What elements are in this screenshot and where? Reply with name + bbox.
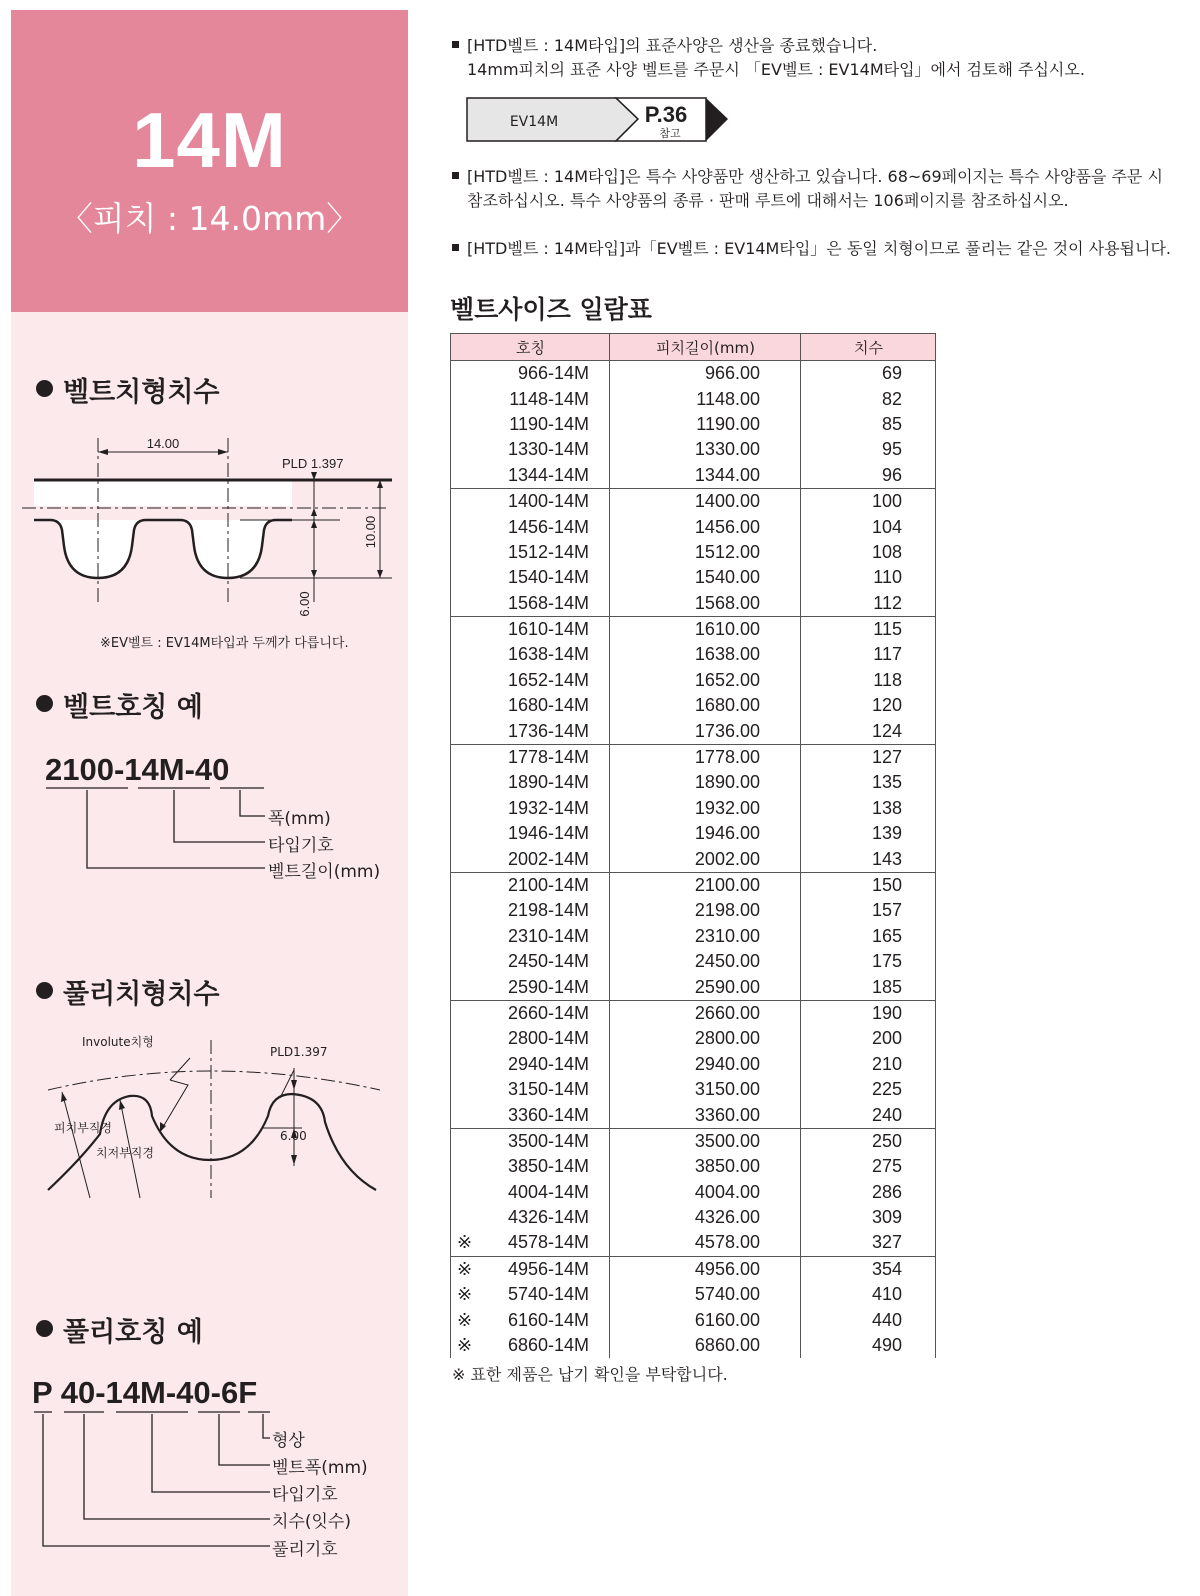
pulley-code-symbol-label: 풀리기호 [272,1540,338,1560]
row-pitch-length: 2100.00 [610,872,801,898]
designation-text: 4578-14M [507,1232,589,1253]
bullet-icon [36,982,53,999]
table-row [451,718,936,744]
designation-text: 2590-14M [507,976,589,997]
row-teeth: 108 [801,540,936,565]
reference-page[interactable]: P.36 [644,102,688,127]
designation-text: 2198-14M [507,900,589,921]
row-designation [451,872,610,898]
designation-text: 6160-14M [507,1309,589,1330]
row-pitch-length: 1680.00 [610,693,801,718]
row-pitch-length: 1344.00 [610,463,801,489]
reference-word: 참고 [659,127,681,140]
table-row [451,1282,936,1307]
row-designation [451,1102,610,1128]
belt-tooth-label: 6.00 [297,591,312,617]
table-row [451,642,936,667]
table-row [451,1256,936,1282]
column-header: 피치길이(mm) [610,334,801,361]
row-designation [451,514,610,539]
root-diameter-label: 치저부직경 [96,1146,154,1160]
row-designation [451,386,610,411]
row-designation [451,1052,610,1077]
row-designation [451,1026,610,1051]
belt-code-example: 2100-14M-40 [45,752,230,787]
row-pitch-length: 1330.00 [610,437,801,462]
table-row [451,463,936,489]
row-pitch-length: 3360.00 [610,1102,801,1128]
table-row [451,693,936,718]
table-row [451,770,936,795]
designation-text: 1148-14M [509,388,589,409]
pulley-code-type-label: 타입기호 [272,1485,338,1505]
row-teeth: 115 [801,616,936,642]
reference-tag [466,97,736,143]
note-3: [HTD벨트 : 14M타입]과「EV벨트 : EV14M타입」은 동일 치형이므로 풀리는 같은 것이 사용됩니다. [452,237,1171,261]
table-row [451,1205,936,1230]
note-2: [HTD벨트 : 14M타입]은 특수 사양품만 생산하고 있습니다. 68~69페이지는 특수 사양품을 주문 시 참조하십시오. 특수 사양품의 종류 · 판매 루트에 대해서는 106페이지를 참조하십시오. [452,165,1163,213]
row-designation [451,718,610,744]
row-teeth: 69 [801,361,936,387]
row-pitch-length: 2940.00 [610,1052,801,1077]
table-row [451,668,936,693]
row-pitch-length: 1148.00 [610,386,801,411]
pulley-depth-label: 6.00 [280,1129,307,1143]
designation-text: 1778-14M [507,747,589,768]
row-pitch-length: 4578.00 [610,1230,801,1256]
row-designation [451,796,610,821]
row-teeth: 354 [801,1256,936,1282]
note-1: [HTD벨트 : 14M타입]의 표준사양은 생산을 종료했습니다. 14mm피치의 표준 사양 벨트를 주문시 「EV벨트 : EV14M타입」에서 검토해 주십시오. [452,34,1085,82]
row-pitch-length: 6160.00 [610,1307,801,1332]
involute-label: Involute치형 [82,1035,154,1049]
table-row [451,386,936,411]
row-teeth: 96 [801,463,936,489]
belt-thickness-note: ※EV벨트 : EV14M타입과 두께가 다릅니다. [100,636,349,651]
row-teeth: 240 [801,1102,936,1128]
row-teeth: 440 [801,1307,936,1332]
row-pitch-length: 6860.00 [610,1333,801,1358]
row-teeth: 117 [801,642,936,667]
row-designation [451,1282,610,1307]
pulley-tooth-diagram [40,1030,390,1200]
table-row [451,1307,936,1332]
column-header: 치수 [801,334,936,361]
row-designation [451,821,610,846]
table-row [451,821,936,846]
row-pitch-length: 3850.00 [610,1154,801,1179]
designation-text: 2940-14M [507,1053,589,1074]
row-pitch-length: 1652.00 [610,668,801,693]
table-row [451,898,936,923]
row-designation [451,642,610,667]
row-designation [451,1205,610,1230]
row-pitch-length: 3150.00 [610,1077,801,1102]
table-row [451,846,936,872]
bullet-icon [452,172,459,179]
designation-text: 4956-14M [507,1258,589,1279]
row-teeth: 135 [801,770,936,795]
row-teeth: 143 [801,846,936,872]
row-pitch-length: 3500.00 [610,1128,801,1154]
row-designation [451,1180,610,1205]
row-designation [451,1154,610,1179]
row-pitch-length: 1638.00 [610,642,801,667]
designation-text: 1680-14M [507,695,589,716]
bullet-icon [36,1320,53,1337]
belt-size-table [450,333,936,1358]
designation-text: 966-14M [517,363,589,384]
table-row [451,1333,936,1358]
designation-text: 1540-14M [507,567,589,588]
designation-text: 1946-14M [507,823,589,844]
table-row [451,565,936,590]
row-designation [451,846,610,872]
belt-code-width-label: 폭(mm) [268,809,331,829]
belt-tooth-heading: 벨트치형치수 [36,370,220,409]
table-row [451,1052,936,1077]
row-pitch-length: 2310.00 [610,924,801,949]
row-designation [451,1307,610,1332]
bullet-icon [452,41,459,48]
designation-text: 3360-14M [507,1104,589,1125]
designation-text: 4004-14M [507,1181,589,1202]
row-teeth: 85 [801,412,936,437]
row-teeth: 157 [801,898,936,923]
row-teeth: 110 [801,565,936,590]
row-teeth: 225 [801,1077,936,1102]
row-teeth: 82 [801,386,936,411]
row-pitch-length: 5740.00 [610,1282,801,1307]
row-designation [451,437,610,462]
row-teeth: 250 [801,1128,936,1154]
belt-pitch-label: 14.00 [146,436,180,451]
row-designation [451,770,610,795]
pulley-tooth-heading: 풀리치형치수 [36,972,220,1011]
table-footnote: ※ 표한 제품은 납기 확인을 부탁합니다. [452,1365,728,1384]
row-teeth: 165 [801,924,936,949]
row-designation [451,591,610,617]
row-designation [451,565,610,590]
row-pitch-length: 1610.00 [610,616,801,642]
table-row [451,974,936,1000]
table-row [451,949,936,974]
pulley-code-leaders [30,1410,270,1550]
row-teeth: 138 [801,796,936,821]
table-row [451,796,936,821]
row-designation [451,693,610,718]
row-pitch-length: 2590.00 [610,974,801,1000]
delivery-check-mark: ※ [457,1284,473,1305]
table-row [451,1180,936,1205]
pulley-code-shape-label: 형상 [272,1431,305,1451]
row-pitch-length: 2800.00 [610,1026,801,1051]
row-teeth: 118 [801,668,936,693]
row-designation [451,540,610,565]
designation-text: 1190-14M [509,413,589,434]
pitch-subtitle: 〈피치 : 14.0mm〉 [59,199,360,238]
row-designation [451,924,610,949]
pulley-pld-label: PLD1.397 [270,1045,328,1059]
row-designation [451,616,610,642]
pulley-code-heading: 풀리호칭 예 [36,1310,203,1349]
designation-text: 1736-14M [507,720,589,741]
table-row [451,1026,936,1051]
table-row [451,540,936,565]
row-teeth: 127 [801,744,936,770]
row-teeth: 275 [801,1154,936,1179]
designation-text: 3850-14M [507,1156,589,1177]
row-teeth: 120 [801,693,936,718]
table-row [451,437,936,462]
row-pitch-length: 2198.00 [610,898,801,923]
belt-code-leaders [40,786,270,876]
designation-text: 1568-14M [507,592,589,613]
row-teeth: 190 [801,1000,936,1026]
designation-text: 6860-14M [507,1335,589,1356]
header-box [11,10,408,312]
designation-text: 2100-14M [507,875,589,895]
table-title: 벨트사이즈 일람표 [450,295,652,324]
row-pitch-length: 1400.00 [610,488,801,514]
table-row [451,591,936,617]
designation-text: 3500-14M [507,1130,589,1151]
row-teeth: 104 [801,514,936,539]
bullet-icon [36,380,53,397]
table-row [451,1000,936,1026]
delivery-check-mark: ※ [457,1335,473,1356]
bullet-icon [36,695,53,712]
table-row [451,361,936,387]
row-designation [451,412,610,437]
row-designation [451,898,610,923]
table-row [451,744,936,770]
row-designation [451,949,610,974]
row-pitch-length: 1512.00 [610,540,801,565]
row-teeth: 95 [801,437,936,462]
table-row [451,616,936,642]
row-pitch-length: 1932.00 [610,796,801,821]
row-teeth: 327 [801,1230,936,1256]
row-pitch-length: 4326.00 [610,1205,801,1230]
row-pitch-length: 1190.00 [610,412,801,437]
row-designation [451,463,610,489]
designation-text: 1890-14M [507,772,589,793]
row-teeth: 490 [801,1333,936,1358]
table-row [451,1128,936,1154]
row-designation [451,361,610,387]
designation-text: 1456-14M [507,516,589,537]
row-teeth: 185 [801,974,936,1000]
table-row [451,924,936,949]
belt-code-length-label: 벨트길이(mm) [268,862,381,882]
row-teeth: 286 [801,1180,936,1205]
row-pitch-length: 1456.00 [610,514,801,539]
row-pitch-length: 966.00 [610,361,801,387]
row-teeth: 200 [801,1026,936,1051]
pulley-code-teeth-label: 치수(잇수) [272,1512,351,1532]
delivery-check-mark: ※ [457,1309,473,1330]
row-designation [451,1230,610,1256]
row-designation [451,1000,610,1026]
row-pitch-length: 4004.00 [610,1180,801,1205]
belt-height-label: 10.00 [363,515,378,549]
designation-text: 2002-14M [507,848,589,869]
row-designation [451,668,610,693]
row-teeth: 175 [801,949,936,974]
row-designation [451,974,610,1000]
row-teeth: 124 [801,718,936,744]
row-teeth: 150 [801,872,936,898]
table-row [451,872,936,898]
designation-text: 1330-14M [507,439,589,460]
pulley-code-example: P 40-14M-40-6F [32,1375,258,1410]
row-designation [451,1077,610,1102]
belt-tooth-diagram [20,432,410,622]
row-pitch-length: 1778.00 [610,744,801,770]
row-teeth: 139 [801,821,936,846]
row-teeth: 210 [801,1052,936,1077]
row-designation [451,488,610,514]
designation-text: 1400-14M [507,491,589,512]
row-designation [451,1128,610,1154]
row-teeth: 410 [801,1282,936,1307]
row-designation [451,1256,610,1282]
row-teeth: 112 [801,591,936,617]
table-row [451,488,936,514]
delivery-check-mark: ※ [457,1258,473,1279]
designation-text: 2660-14M [507,1002,589,1023]
table-row [451,1077,936,1102]
designation-text: 1932-14M [507,797,589,818]
row-pitch-length: 1568.00 [610,591,801,617]
belt-code-heading: 벨트호칭 예 [36,685,203,724]
reference-label: EV14M [509,114,559,130]
belt-code-type-label: 타입기호 [268,836,334,856]
designation-text: 1344-14M [507,464,589,485]
row-pitch-length: 2002.00 [610,846,801,872]
row-pitch-length: 1736.00 [610,718,801,744]
row-pitch-length: 4956.00 [610,1256,801,1282]
table-row [451,1154,936,1179]
row-teeth: 100 [801,488,936,514]
table-row [451,1230,936,1256]
row-pitch-length: 2660.00 [610,1000,801,1026]
belt-pld-label: PLD 1.397 [282,456,344,471]
row-pitch-length: 1890.00 [610,770,801,795]
row-pitch-length: 2450.00 [610,949,801,974]
delivery-check-mark: ※ [457,1232,473,1253]
designation-text: 4326-14M [507,1207,589,1228]
row-designation [451,1333,610,1358]
row-pitch-length: 1946.00 [610,821,801,846]
bullet-icon [452,244,459,251]
designation-text: 1610-14M [507,619,589,640]
pitch-diameter-label: 피치부직경 [54,1121,112,1135]
page-title: 14M [132,96,287,184]
designation-text: 2800-14M [507,1028,589,1049]
designation-text: 1652-14M [507,669,589,690]
row-pitch-length: 1540.00 [610,565,801,590]
column-header: 호칭 [451,334,610,361]
designation-text: 2310-14M [507,925,589,946]
designation-text: 5740-14M [507,1284,589,1305]
designation-text: 1638-14M [507,644,589,665]
row-designation [451,744,610,770]
designation-text: 1512-14M [507,541,589,562]
table-row [451,514,936,539]
row-teeth: 309 [801,1205,936,1230]
table-row [451,1102,936,1128]
designation-text: 2450-14M [507,951,589,972]
pulley-code-width-label: 벨트폭(mm) [272,1458,368,1478]
table-row [451,412,936,437]
designation-text: 3150-14M [507,1079,589,1100]
